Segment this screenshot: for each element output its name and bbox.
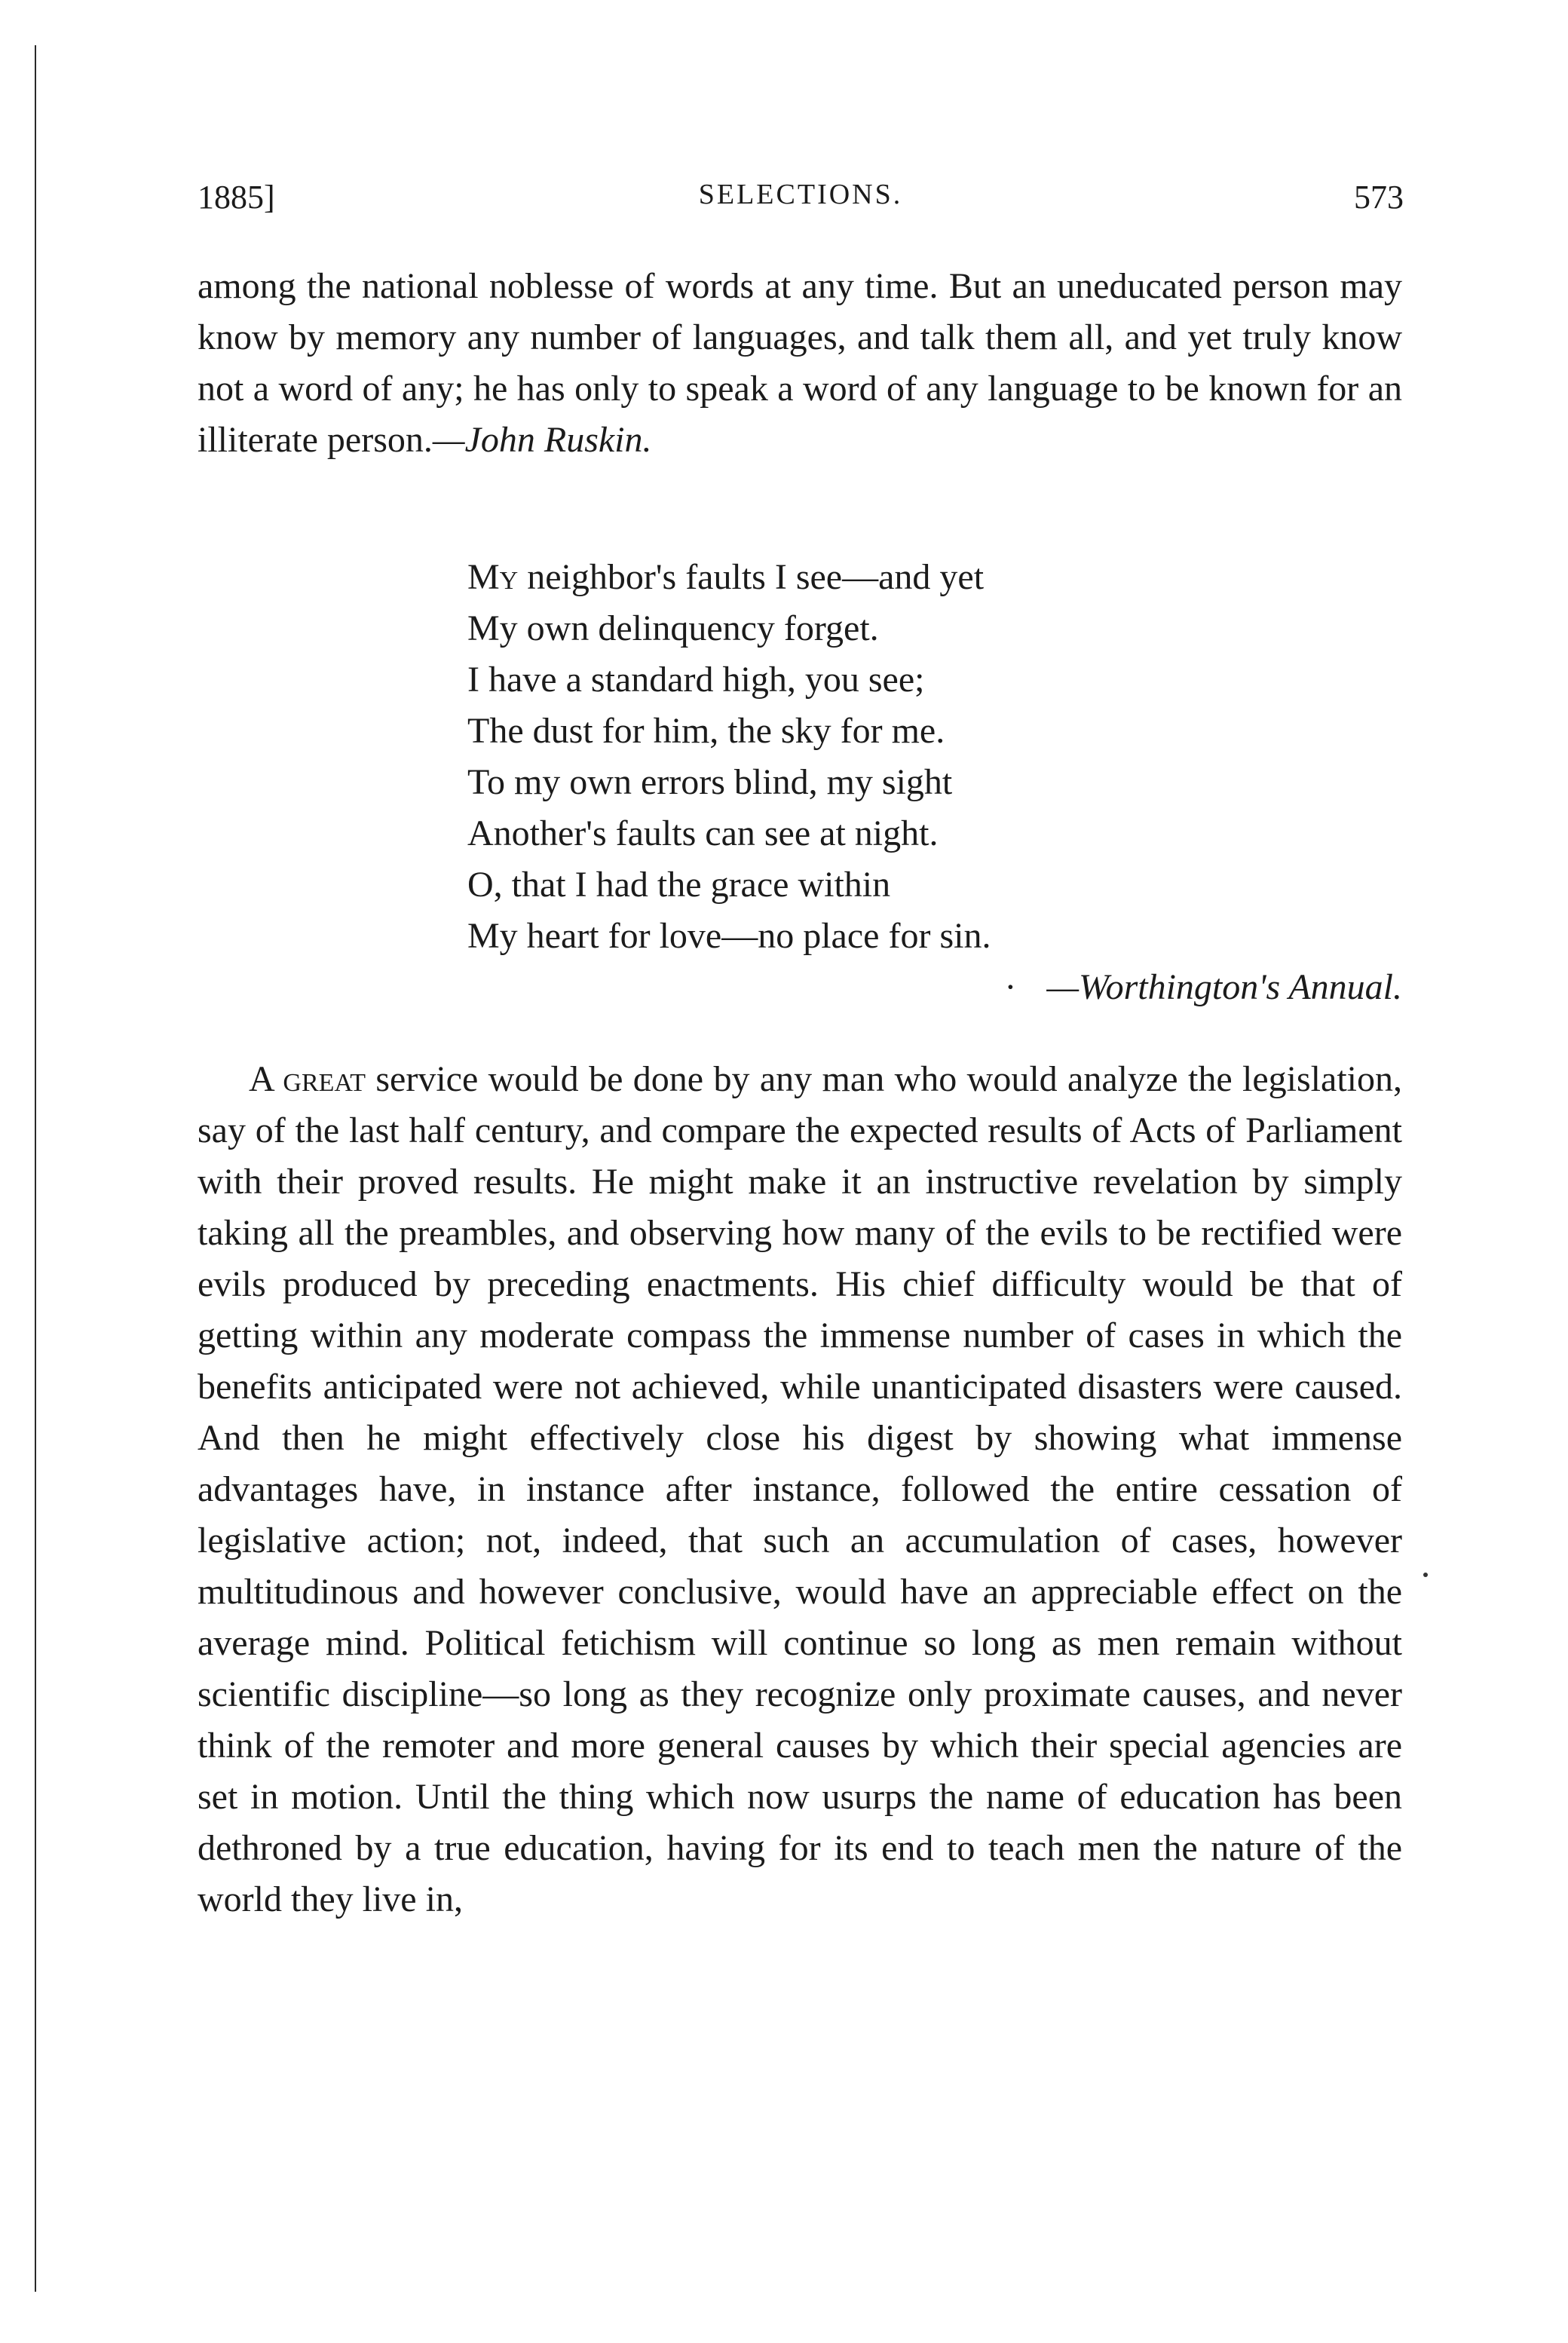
- poem-line: My own delinquency forget.: [467, 608, 879, 648]
- poem-line: O, that I had the grace within: [467, 865, 891, 905]
- paragraph-lead-words: A great: [249, 1059, 366, 1099]
- poem-line-text: neighbor's faults I see—and yet: [518, 557, 985, 597]
- header-year: 1885]: [198, 179, 275, 216]
- bullet-dot: ·: [1004, 967, 1017, 1007]
- running-header: [198, 178, 1404, 223]
- poem-attribution: —Worthington's Annual.: [1046, 967, 1402, 1007]
- poem-line: Another's faults can see at night.: [467, 813, 939, 853]
- poem-first-word: My: [467, 557, 519, 597]
- great-service-paragraph: [198, 1054, 1402, 1925]
- header-title: SELECTIONS.: [698, 179, 903, 210]
- page-number: 573: [1354, 179, 1404, 216]
- ruskin-paragraph-text: among the national noblesse of words at any time. But an uneducated person may know by memory any number of languages, and talk them all, and yet truly know not a word of any; he has only to speak a word of any language to be known for an illiterate person.: [198, 266, 1402, 460]
- poem-line: [467, 552, 1402, 603]
- ruskin-paragraph: [198, 261, 1402, 466]
- poem-line: My heart for love—no place for sin.: [467, 916, 991, 956]
- page-gutter-rule: [35, 45, 36, 2292]
- ruskin-attribution: —John Ruskin.: [432, 420, 652, 460]
- great-service-paragraph-text: service would be done by any man who would analyze the legislation, say of the last half century, and compare the expected results of Acts of Parliament with their proved results. He might make it an instructive revelation by simply taking all the preambles, and observing how many of the evils to be rectified were evils produced by preceding enactments. His chief difficulty would be that of getting within any moderate compass the immense number of cases in which the benefits anticipated were not achieved, while unanticipated disasters were caused. And then he might effectively close his digest by showing what immense advantages have, in instance after instance, followed the entire cessation of legislative action; not, indeed, that such an accumulation of cases, however multitudinous and however conclusive, would have an appreciable effect on the average mind. Political fetichism will continue so long as men remain without scientific discipline—so long as they recognize only proximate causes, and never think of the remoter and more general causes by which their special agencies are set in motion. Until the thing which now usurps the name of education has been dethroned by a true education, having for its end to teach men the nature of the world they live in,: [198, 1059, 1402, 1919]
- poem-line: To my own errors blind, my sight: [467, 762, 953, 802]
- margin-speck: [1423, 1573, 1428, 1577]
- poem-attribution-line: [1004, 962, 1402, 1013]
- poem-line: The dust for him, the sky for me.: [467, 711, 945, 751]
- poem-line: I have a standard high, you see;: [467, 660, 925, 700]
- poem: [467, 552, 1402, 962]
